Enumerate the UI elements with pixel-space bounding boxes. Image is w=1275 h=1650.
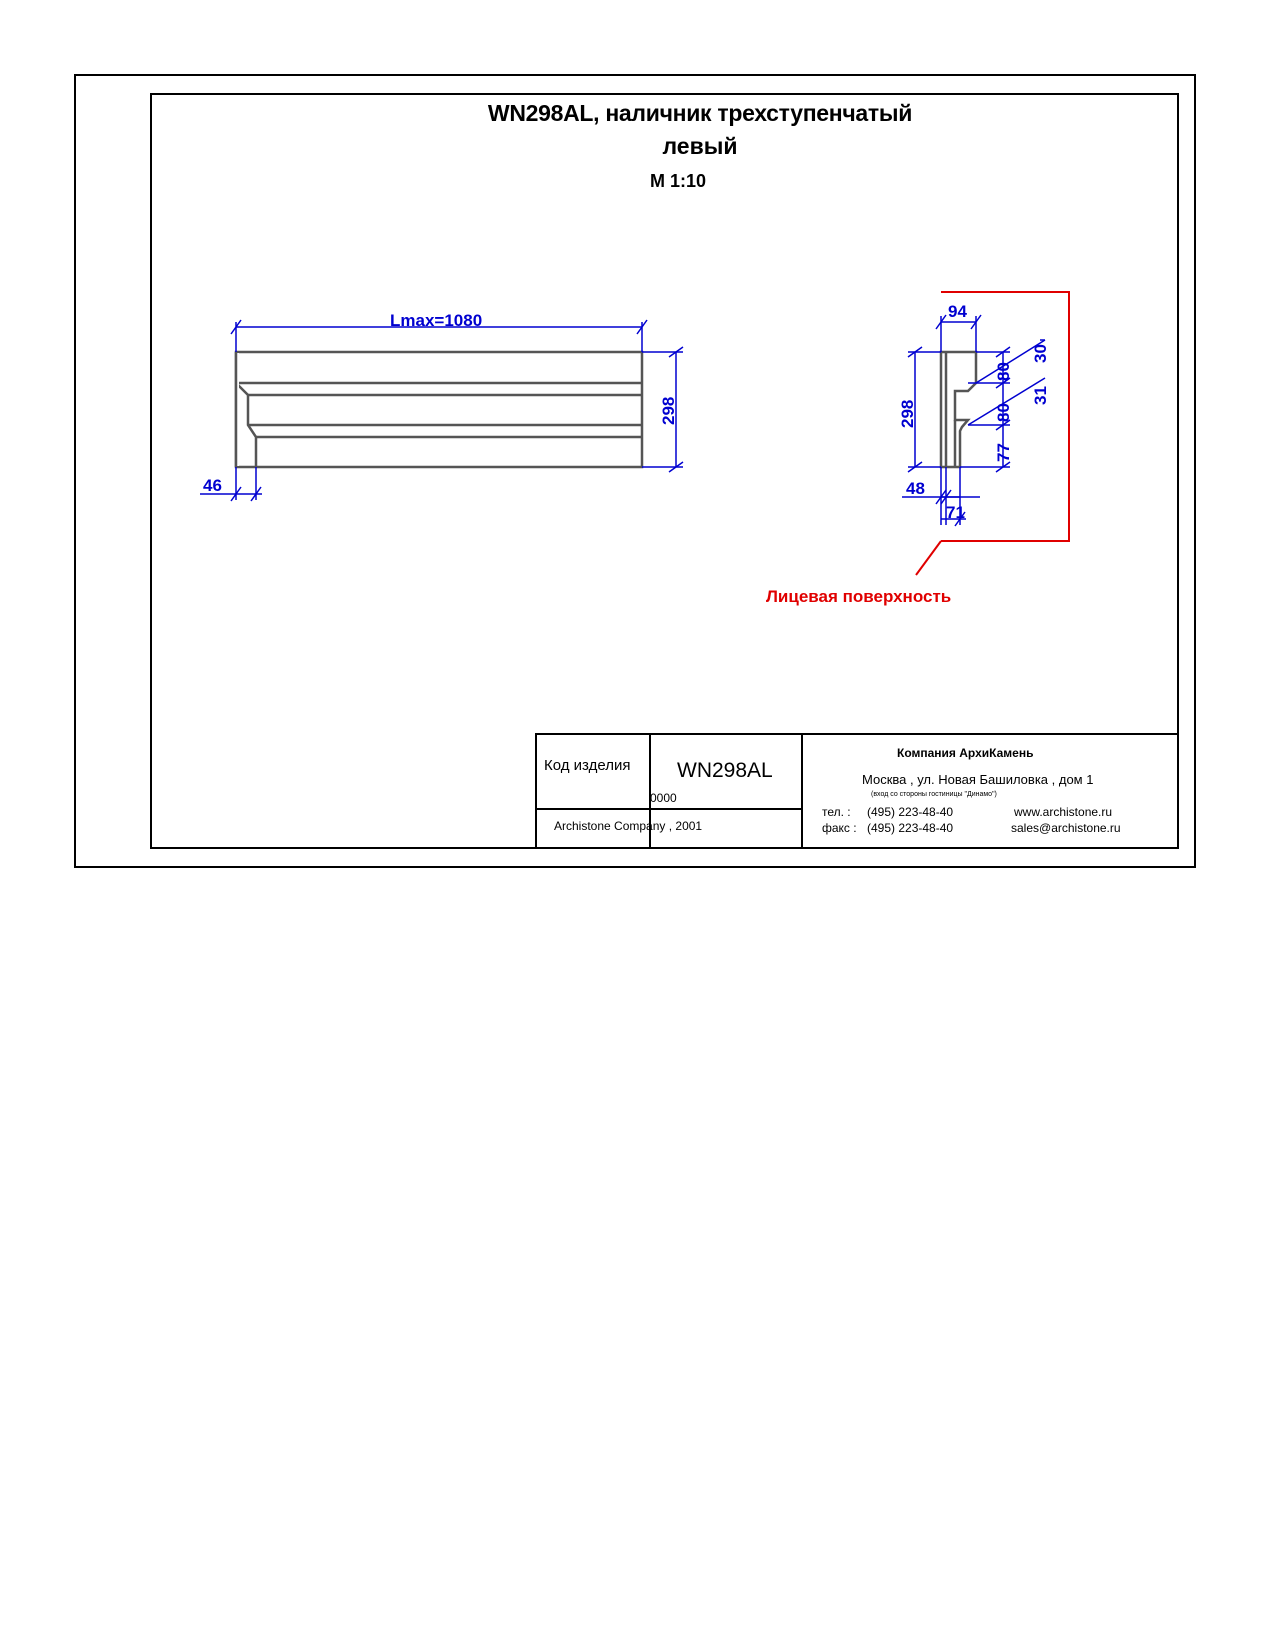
front-offset-dimension: 46 [203,476,222,495]
drawing-subtitle: левый [662,133,738,159]
company-name: Компания АрхиКамень [897,746,1034,760]
profile-seg-77-dimension: 77 [994,443,1013,462]
front-height-dimension: 298 [659,396,678,425]
email-link[interactable]: sales@archistone.ru [1011,821,1121,835]
title-block-divider [801,735,803,847]
profile-seg-31-dimension: 31 [1031,386,1050,405]
front-view-outline [236,352,642,467]
face-surface-label: Лицевая поверхность [766,587,952,606]
front-view [236,352,642,467]
product-code-number: 0000 [650,791,677,805]
website-link[interactable]: www.archistone.ru [1014,805,1113,819]
profile-top-width-dimension: 94 [948,302,967,321]
fax-label: факс : [822,821,857,835]
title-block-divider [537,808,801,810]
profile-seg-80-mid-dimension: 80 [994,403,1013,422]
company-address-note: (вход со стороны гостиницы "Динамо") [871,791,997,798]
front-view-dimensions [200,320,683,501]
product-code-value: WN298AL [677,759,773,782]
product-code-label: Код изделия [544,757,631,774]
copyright-text: Archistone Company , 2001 [554,819,703,833]
face-surface-marker [916,292,1069,575]
profile-base-48-dimension: 48 [906,479,925,498]
profile-base-71-dimension: 71 [946,503,965,522]
title-block [535,733,1177,847]
phone-number: (495) 223-48-40 [867,805,954,819]
drawing-title: WN298AL, наличник трехступенчатый [487,100,913,126]
profile-view [941,352,976,467]
phone-label: тел. : [822,805,851,819]
fax-number: (495) 223-48-40 [867,821,954,835]
front-length-dimension: Lmax=1080 [390,311,483,330]
drawing-scale: М 1:10 [650,171,707,191]
company-address: Москва , ул. Новая Башиловка , дом 1 [862,772,1094,787]
profile-height-dimension: 298 [898,399,917,428]
profile-seg-80-top-dimension: 80 [994,362,1013,381]
profile-seg-30-dimension: 30 [1031,344,1050,363]
